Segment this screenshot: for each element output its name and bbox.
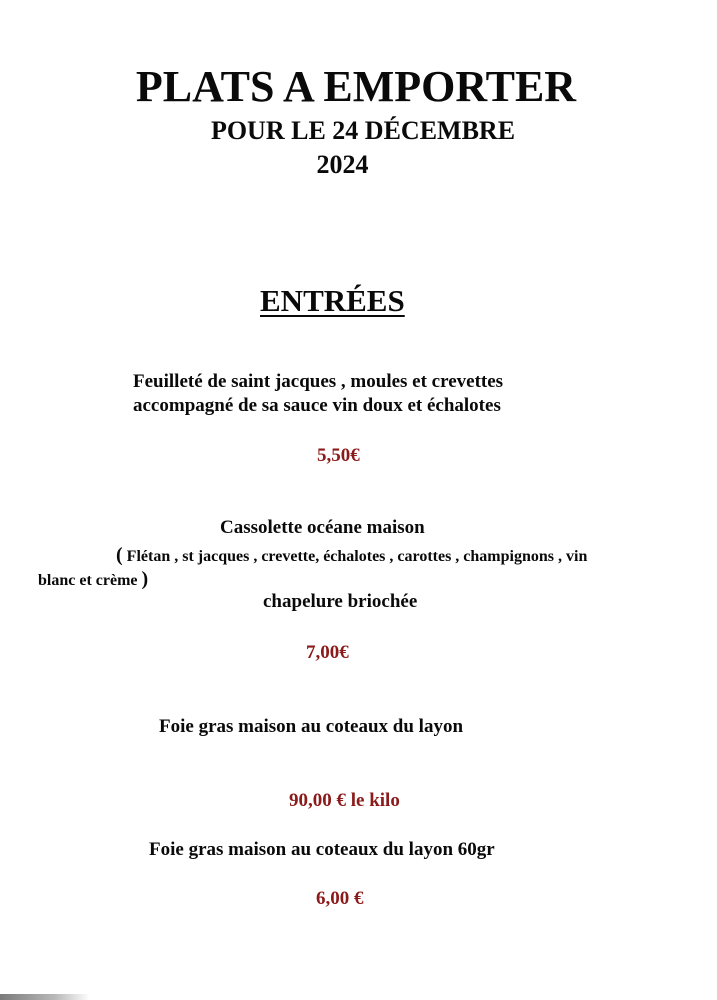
page-edge-shadow	[0, 994, 90, 1000]
page-year: 2024	[316, 150, 369, 179]
dish-description-line	[38, 567, 148, 593]
dish-price: 6,00 €	[316, 888, 364, 909]
dish-name: Cassolette océane maison	[220, 517, 425, 538]
dish-price: 7,00€	[306, 642, 349, 663]
dish-price: 90,00 € le kilo	[289, 790, 400, 811]
page-subtitle: POUR LE 24 DÉCEMBRE	[210, 116, 516, 145]
section-title-entrees: ENTRÉES	[260, 283, 405, 318]
dish-name: Foie gras maison au coteaux du layon 60gr	[149, 839, 495, 860]
dish-description-line	[116, 543, 587, 569]
dish-name-line: Feuilleté de saint jacques , moules et crevettes	[133, 371, 504, 392]
dish-price: 5,50€	[317, 445, 360, 466]
dish-name: Foie gras maison au coteaux du layon	[159, 716, 464, 737]
dish-name-line: accompagné de sa sauce vin doux et échalotes	[133, 395, 501, 416]
description-text: Flétan , st jacques , crevette, échalotes , carottes , champignons , vin	[122, 548, 588, 565]
open-paren: (	[116, 544, 123, 566]
page-title: PLATS A EMPORTER	[135, 62, 577, 111]
close-paren: )	[141, 568, 149, 590]
description-text: blanc et crème	[38, 572, 142, 589]
dish-extra: chapelure briochée	[263, 591, 418, 612]
